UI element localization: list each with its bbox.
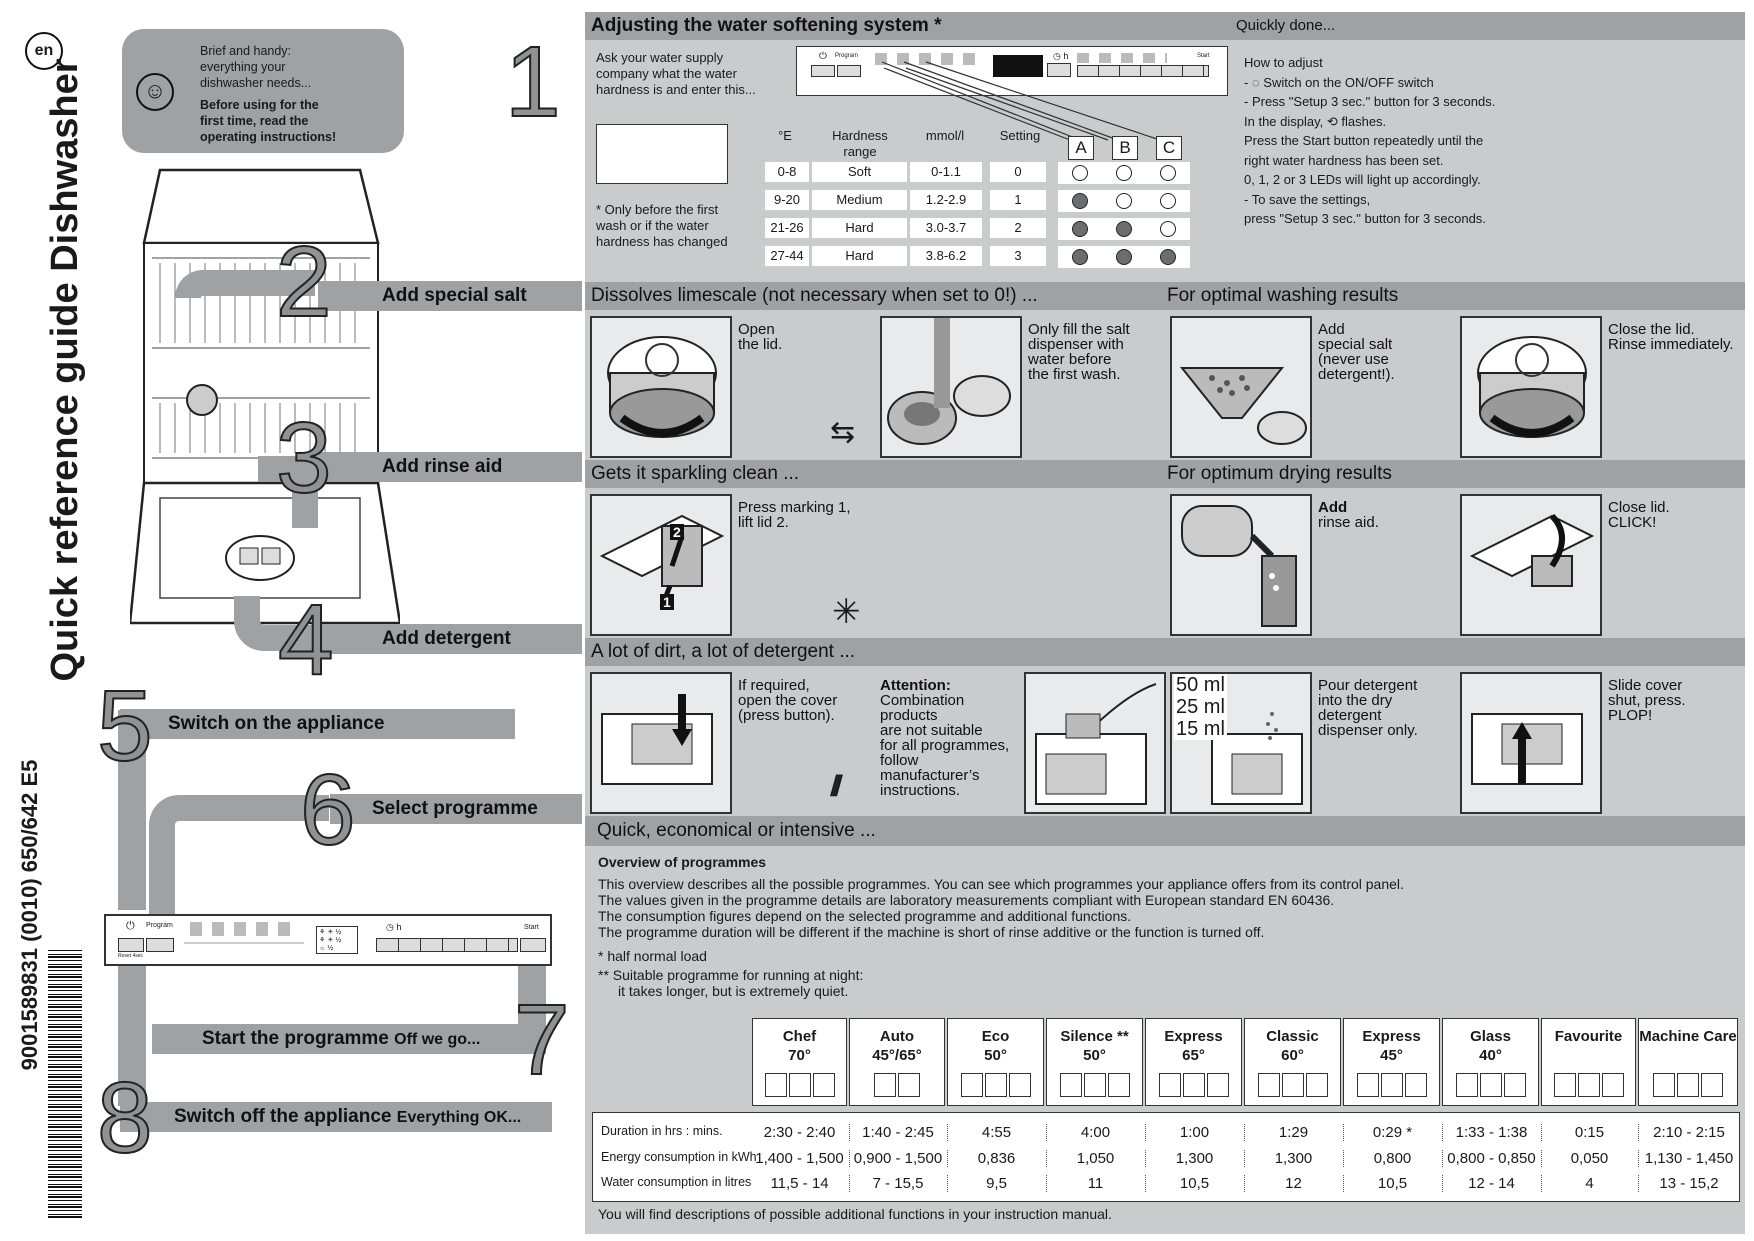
programme-icons [1344, 1073, 1439, 1097]
salt-image-2 [880, 316, 1022, 458]
step-band-5: Switch on the appliance [120, 709, 515, 739]
salt-caption-3: Add special salt (never use detergent!). [1318, 321, 1395, 383]
programme-header [1638, 1018, 1738, 1106]
programme-value-water: 12 - 14 [1442, 1175, 1540, 1192]
intro-line3: dishwasher needs... [200, 76, 312, 90]
language-badge: en [25, 32, 63, 70]
row-label-energy: Energy consumption in kWh [601, 1150, 757, 1164]
hardness-cell-mmol: 1.2-2.9 [910, 190, 982, 210]
vertical-title: Quick reference guide Dishwasher [44, 58, 86, 682]
programme-symbol-icon [1207, 1073, 1229, 1097]
programme-temp: 60° [1281, 1047, 1304, 1064]
hardness-cell-e: 27-44 [765, 246, 809, 266]
programme-header [1343, 1018, 1440, 1106]
step7-label: Start the programme [202, 1028, 389, 1049]
programmes-footnotes: * half normal load ** Suitable programme for running at night: it takes longer, but is extremely quiet. [598, 948, 864, 999]
programme-symbol-icon [1159, 1073, 1181, 1097]
step-band-7 [152, 1024, 546, 1054]
detergent-image-1 [590, 672, 732, 814]
programme-value-energy: 0,050 [1541, 1150, 1637, 1167]
led-pointer-lines [870, 58, 1190, 158]
detergent-image-2 [1024, 672, 1166, 814]
programme-temp: 45°/65° [872, 1047, 922, 1064]
step-number-5: 5 [97, 670, 153, 782]
rinse-caption-1: Press marking 1, lift lid 2. [738, 499, 851, 531]
led-indicator [1072, 249, 1088, 265]
programme-value-energy: 1,300 [1244, 1150, 1342, 1167]
programme-name: Chef [782, 1028, 817, 1045]
hardness-cell-setting: 0 [990, 162, 1046, 182]
rinse-band-right: For optimum drying results [1167, 463, 1392, 484]
programme-temp: 65° [1182, 1047, 1205, 1064]
control-panel [104, 914, 552, 966]
programme-value-energy: 0,800 [1343, 1150, 1441, 1167]
programmes-intro: This overview describes all the possible programmes. You can see which programmes your appliance offers from its control panel. The values given in the programme details are laboratory measurements compliant with European standard EN 60436. The consumption figures depend on the selected programme and additional functions. The programme duration will be different if the machine is short of rinse additive or the function is turned off. [598, 876, 1404, 940]
programme-header [1442, 1018, 1539, 1106]
programme-name: Favourite [1554, 1028, 1623, 1045]
programme-symbol-icon [1554, 1073, 1576, 1097]
programme-value-water: 4 [1541, 1175, 1637, 1192]
softening-control-panel: ⏻ Program ◷ h Start [796, 46, 1228, 96]
hardness-cell-mmol: 3.8-6.2 [910, 246, 982, 266]
programme-value-duration: 1:33 - 1:38 [1442, 1124, 1540, 1141]
hardness-cell-e: 21-26 [765, 218, 809, 238]
programme-header [1145, 1018, 1242, 1106]
programme-temp: 50° [984, 1047, 1007, 1064]
step-band-2: Add special salt [318, 281, 582, 311]
programme-value-duration: 0:29 * [1343, 1124, 1441, 1141]
programmes-heading: Overview of programmes [598, 854, 767, 870]
led-indicator [1160, 249, 1176, 265]
programme-symbol-icon [1258, 1073, 1280, 1097]
led-indicator [1160, 221, 1176, 237]
programme-symbol-icon [1357, 1073, 1379, 1097]
attention-text: Attention: Combination products are not suitable for all programmes, follow manufacturer’s instructions. [880, 677, 1010, 799]
softening-title: Adjusting the water softening system * [591, 15, 942, 36]
step-band-8 [120, 1102, 552, 1132]
intro-bold1: Before using for the [200, 98, 319, 112]
howto-text: How to adjust - ◌ Switch on the ON/OFF switch - Press "Setup 3 sec." button for 3 seconds. In the display, ⟲ flashes. Press the Start button repeatedly until the right water hardness has been set. 0, 1, 2 or 3 LEDs will light up accordingly. - To save the settings, press "Setup 3 sec." button for 3 seconds. [1244, 55, 1496, 226]
step-band-3: Add rinse aid [318, 452, 582, 482]
programmes-band: Quick, economical or intensive ... [585, 816, 1745, 846]
programme-temp: 40° [1479, 1047, 1502, 1064]
programme-value-duration: 1:00 [1145, 1124, 1243, 1141]
programme-name: Machine Care [1639, 1028, 1737, 1045]
programme-icons [948, 1073, 1043, 1097]
led-indicator [1160, 165, 1176, 181]
salt-band: Dissolves limescale (not necessary when set to 0!) ... For optimal washing results [585, 282, 1745, 310]
programme-header [849, 1018, 945, 1106]
power-icon: ⏻ [126, 920, 135, 932]
led-indicator [1072, 193, 1088, 209]
programme-header [1541, 1018, 1636, 1106]
led-indicator [1072, 165, 1088, 181]
salt-band-right: For optimal washing results [1167, 285, 1399, 306]
col-a: A [1068, 136, 1094, 160]
programme-value-duration: 4:55 [947, 1124, 1045, 1141]
step-number-2: 2 [276, 226, 332, 338]
programme-value-water: 10,5 [1343, 1175, 1441, 1192]
programme-symbol-icon [1108, 1073, 1130, 1097]
programme-icons [1639, 1073, 1737, 1097]
hardness-cell-setting: 3 [990, 246, 1046, 266]
programme-symbol-icon [813, 1073, 835, 1097]
hardness-cell-range: Hard [812, 246, 907, 266]
programme-symbol-icon [1602, 1073, 1624, 1097]
step7-sub: Off we go... [394, 1031, 481, 1048]
hardness-cell-setting: 2 [990, 218, 1046, 238]
step-number-3: 3 [276, 402, 332, 514]
salt-image-3 [1170, 316, 1312, 458]
led-indicator [1116, 249, 1132, 265]
step8-label: Switch off the appliance [174, 1106, 392, 1127]
programme-name: Express [1164, 1028, 1223, 1045]
programme-value-duration: 4:00 [1046, 1124, 1144, 1141]
programme-symbol-icon [898, 1073, 920, 1097]
th-setting: Setting [999, 128, 1041, 143]
programme-icons [1146, 1073, 1241, 1097]
intro-line2: everything your [200, 60, 286, 74]
programme-icons [1047, 1073, 1142, 1097]
panel-buttons [376, 938, 518, 952]
programme-value-energy: 0,800 - 0,850 [1442, 1150, 1540, 1167]
programme-temp: 70° [788, 1047, 811, 1064]
spray-icon: /// [830, 770, 838, 803]
detergent-caption-4: Slide cover shut, press. PLOP! [1608, 677, 1686, 724]
step-number-6: 6 [300, 754, 356, 866]
programme-symbol-icon [874, 1073, 896, 1097]
rinse-caption-3: Add rinse aid. [1318, 499, 1379, 531]
programme-header [1244, 1018, 1341, 1106]
programme-name: Express [1362, 1028, 1421, 1045]
programme-symbol-icon [1060, 1073, 1082, 1097]
programme-symbol-icon [789, 1073, 811, 1097]
salt-caption-4: Close the lid. Rinse immediately. [1608, 321, 1734, 353]
salt-image-1 [590, 316, 732, 458]
programme-value-energy: 1,050 [1046, 1150, 1144, 1167]
programme-name: Silence ** [1060, 1028, 1129, 1045]
programme-header [1046, 1018, 1143, 1106]
th-range: Hardness range [832, 128, 888, 159]
power-button[interactable] [118, 938, 144, 952]
softening-note: * Only before the first wash or if the water hardness has changed [596, 202, 728, 249]
programme-symbol-icon [1677, 1073, 1699, 1097]
programme-value-energy: 0,900 - 1,500 [849, 1150, 946, 1167]
programme-symbol-icon [1456, 1073, 1478, 1097]
programme-value-energy: 0,836 [947, 1150, 1045, 1167]
led-indicator [1072, 221, 1088, 237]
softening-title-band [585, 12, 1745, 40]
sparkle-icon: ✳ [832, 593, 861, 631]
programme-symbol-icon [1405, 1073, 1427, 1097]
programme-value-energy: 1,130 - 1,450 [1638, 1150, 1739, 1167]
intro-line1: Brief and handy: [200, 44, 292, 58]
step-number-8: 8 [97, 1062, 153, 1174]
step-number-7: 7 [514, 984, 570, 1096]
programme-name: Eco [981, 1028, 1010, 1045]
detergent-caption-1: If required, open the cover (press button). [738, 677, 838, 724]
programme-value-water: 11,5 - 14 [770, 1175, 829, 1192]
programme-symbol-icon [985, 1073, 1007, 1097]
programme-symbol-icon [961, 1073, 983, 1097]
ask-text: Ask your water supply company what the water hardness is and enter this... [596, 50, 756, 97]
panel-leds [190, 922, 300, 936]
rinse-mark-2: 2 [670, 524, 684, 540]
detergent-image-4 [1460, 672, 1602, 814]
programme-name: Auto [879, 1028, 915, 1045]
hardness-cell-e: 0-8 [765, 162, 809, 182]
hardness-cell-mmol: 3.0-3.7 [910, 218, 982, 238]
programme-icons [753, 1073, 846, 1097]
led-indicator [1160, 193, 1176, 209]
programme-temp: 50° [1083, 1047, 1106, 1064]
programme-value-water: 10,5 [1145, 1175, 1243, 1192]
programme-value-duration: 1:29 [1244, 1124, 1342, 1141]
intro-bubble [122, 29, 404, 153]
reset-label: Reset 4sec [118, 953, 144, 959]
led-indicator [1116, 221, 1132, 237]
programme-value-duration: 0:15 [1541, 1124, 1637, 1141]
salt-caption-2: Only fill the salt dispenser with water before the first wash. [1028, 321, 1130, 383]
programme-value-water: 11 [1046, 1175, 1144, 1192]
hardness-cell-range: Medium [812, 190, 907, 210]
power-icon: ⏻ [819, 51, 827, 62]
start-label: Start [524, 924, 539, 931]
programme-symbol-icon [1480, 1073, 1502, 1097]
programme-name: Classic [1266, 1028, 1319, 1045]
step-band-6: Select programme [330, 794, 582, 824]
barcode [48, 948, 82, 1218]
vertical-code: 9001589831 (0010) 650/642 E5 [17, 759, 42, 1071]
hardness-cell-mmol: 0-1.1 [910, 162, 982, 182]
programme-symbol-icon [1306, 1073, 1328, 1097]
hardness-cell-setting: 1 [990, 190, 1046, 210]
programme-value-water: 9,5 [947, 1175, 1045, 1192]
programme-temp: 45° [1380, 1047, 1403, 1064]
programme-symbol-icon [1282, 1073, 1304, 1097]
led-indicator [1116, 193, 1132, 209]
step-number-1: 1 [505, 26, 561, 138]
programmes-footer: You will find descriptions of possible additional functions in your instruction manual. [598, 1206, 1112, 1222]
led-indicator [1116, 165, 1132, 181]
hardness-cell-e: 9-20 [765, 190, 809, 210]
step-number-4: 4 [278, 584, 334, 696]
hardness-cell-range: Soft [812, 162, 907, 182]
step-band-4: Add detergent [322, 624, 582, 654]
programme-symbol-icon [1653, 1073, 1675, 1097]
programme-value-duration: 2:10 - 2:15 [1638, 1124, 1739, 1141]
rinse-band: Gets it sparkling clean ... For optimum drying results [585, 460, 1745, 488]
programme-temp [1639, 1046, 1737, 1065]
mode-symbols: ⚘ ☀ ½ ⚘ ☀ ½ ☼ ½ [316, 926, 358, 954]
programme-symbol-icon [1009, 1073, 1031, 1097]
programme-value-water: 13 - 15,2 [1638, 1175, 1739, 1192]
programme-value-duration: 2:30 - 2:40 [763, 1124, 836, 1141]
row-label-water: Water consumption in litres [601, 1175, 752, 1189]
ml-labels [1174, 674, 1227, 740]
detergent-band: A lot of dirt, a lot of detergent ... [585, 638, 1745, 666]
programme-icons [1245, 1073, 1340, 1097]
th-mmol: mmol/l [925, 128, 965, 143]
rinse-caption-4: Close lid. CLICK! [1608, 499, 1670, 531]
ml-50: 50 ml [1176, 674, 1225, 696]
rinse-mark-1: 1 [660, 594, 674, 610]
programme-name: Glass [1470, 1028, 1511, 1045]
programme-header [947, 1018, 1044, 1106]
th-e: °E [778, 128, 792, 143]
programme-value-energy: 1,300 [1145, 1150, 1243, 1167]
programme-symbol-icon [765, 1073, 787, 1097]
col-b: B [1112, 136, 1138, 160]
salt-caption-1: Open the lid. [738, 321, 783, 353]
programme-value-energy: 1,400 - 1,500 [755, 1150, 844, 1167]
programme-icons [1542, 1073, 1635, 1097]
quickly-done: Quickly done... [1236, 17, 1336, 34]
timer-icon: ◷ h [386, 922, 402, 932]
programme-icons [850, 1073, 944, 1097]
hardness-entry-box[interactable] [596, 124, 728, 184]
dishwasher-illustration [130, 168, 400, 638]
programme-symbol-icon [1504, 1073, 1526, 1097]
smiley-icon: ☺ [136, 73, 174, 111]
hardness-cell-range: Hard [812, 218, 907, 238]
row-label-duration: Duration in hrs : mins. [601, 1124, 723, 1138]
salt-image-4 [1460, 316, 1602, 458]
programme-symbol-icon [1578, 1073, 1600, 1097]
programme-symbol-icon [1381, 1073, 1403, 1097]
softening-symbol-icon: ⇆ [830, 416, 856, 449]
program-label: Program [146, 922, 173, 929]
intro-bold3: operating instructions! [200, 130, 337, 144]
start-button[interactable] [520, 938, 546, 952]
programme-symbol-icon [1183, 1073, 1205, 1097]
col-c: C [1156, 136, 1182, 160]
ml-25: 25 ml [1176, 696, 1225, 718]
programme-symbol-icon [1084, 1073, 1106, 1097]
programme-symbol-icon [1701, 1073, 1723, 1097]
programme-value-water: 12 [1244, 1175, 1342, 1192]
programme-header [752, 1018, 847, 1106]
rinse-image-1 [590, 494, 732, 636]
rinse-image-4 [1460, 494, 1602, 636]
step8-sub: Everything OK... [396, 1109, 522, 1126]
programme-icons [1443, 1073, 1538, 1097]
intro-bold2: first time, read the [200, 114, 309, 128]
programme-value-water: 7 - 15,5 [849, 1175, 946, 1192]
ml-15: 15 ml [1176, 718, 1225, 740]
program-button[interactable] [146, 938, 174, 952]
programme-temp [1542, 1046, 1635, 1065]
detergent-caption-3: Pour detergent into the dry detergent dispenser only. [1318, 677, 1418, 739]
programme-value-duration: 1:40 - 2:45 [849, 1124, 946, 1141]
rinse-image-3 [1170, 494, 1312, 636]
